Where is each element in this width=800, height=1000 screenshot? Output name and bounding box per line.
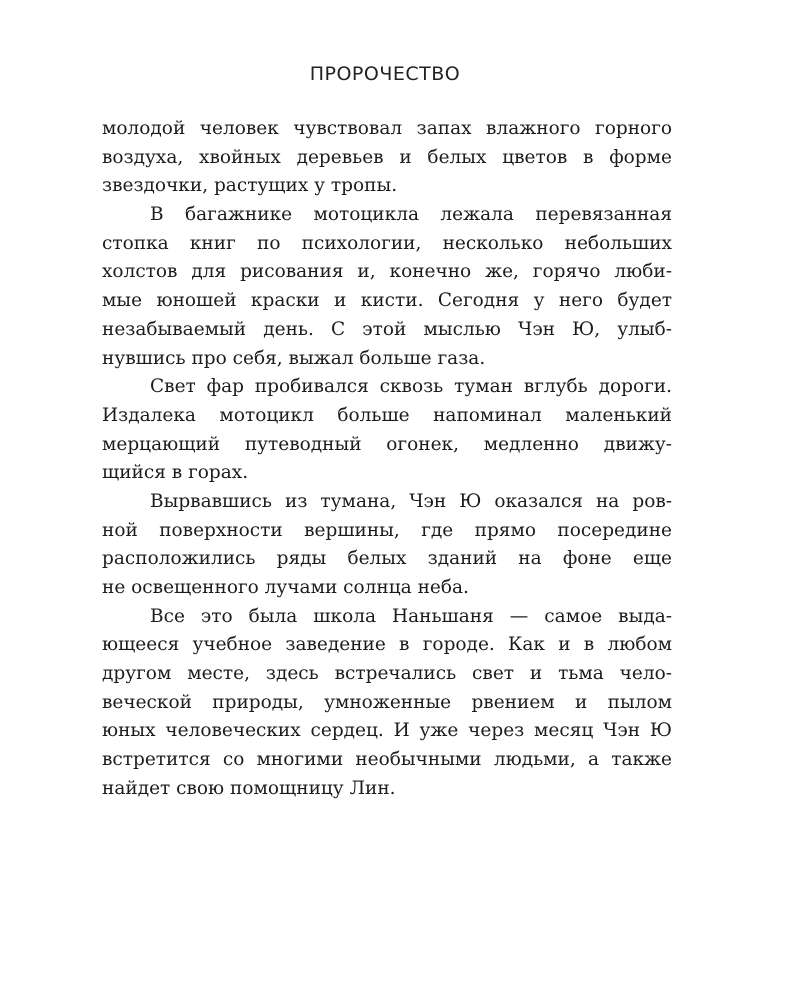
text-line: встретится со многими необычными людьми, а также <box>102 749 672 771</box>
text-line: стопка книг по психологии, несколько небольших <box>102 232 672 254</box>
text-line: найдет свою помощницу Лин. <box>102 777 396 799</box>
text-line: нувшись про себя, выжал больше газа. <box>102 347 486 369</box>
text-line: мерцающий путеводный огонек, медленно движу- <box>102 433 672 455</box>
text-line: щийся в горах. <box>102 462 249 484</box>
text-line: ющееся учебное заведение в городе. Как и в любом <box>102 634 672 656</box>
paragraph-first-line: Свет фар пробивался сквозь туман вглубь дороги. <box>150 376 672 398</box>
body-text <box>102 115 672 804</box>
text-line: мые юношей краски и кисти. Сегодня у него будет <box>102 290 672 312</box>
text-line: незабываемый день. С этой мыслью Чэн Ю, улыб- <box>102 318 672 340</box>
text-line: другом месте, здесь встречались свет и тьма чело- <box>102 663 672 685</box>
text-line: ной поверхности вершины, где прямо посередине <box>102 519 672 541</box>
text-line: расположились ряды белых зданий на фоне еще <box>102 548 672 570</box>
paragraph-first-line: Вырвавшись из тумана, Чэн Ю оказался на ров- <box>150 490 672 512</box>
paragraph-first-line: В багажнике мотоцикла лежала перевязанная <box>150 204 672 226</box>
text-line: не освещенного лучами солнца неба. <box>102 577 469 598</box>
text-line: веческой природы, умноженные рвением и пылом <box>102 691 672 713</box>
text-line: воздуха, хвойных деревьев и белых цветов в форме <box>102 146 672 168</box>
text-line: холстов для рисования и, конечно же, горячо люби- <box>102 261 672 283</box>
text-line: звездочки, растущих у тропы. <box>102 175 398 197</box>
paragraph-first-line: Все это была школа Наньшаня — самое выда- <box>150 605 672 627</box>
running-head-title: ПРОРОЧЕСТВО <box>309 63 461 85</box>
text-line: Издалека мотоцикл больше напоминал маленький <box>102 404 672 426</box>
text-line: юных человеческих сердец. И уже через месяц Чэн Ю <box>102 720 672 742</box>
text-line: молодой человек чувствовал запах влажного горного <box>102 118 672 139</box>
